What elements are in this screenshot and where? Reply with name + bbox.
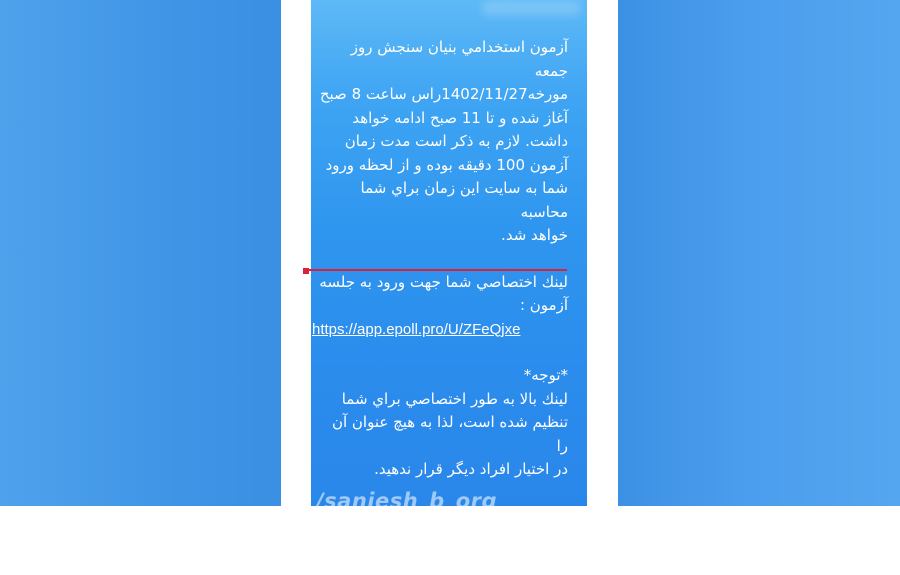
signature-text: واحد استخدام موسسه بنيان سنجش ايرانيان لغو11 (318, 505, 568, 575)
watermark-text: /sanjesh_b_org (316, 489, 497, 513)
exam-link[interactable]: https://app.epoll.pro/U/ZFeQjxe (312, 318, 568, 342)
spacer (318, 248, 568, 271)
annotation-red-underline (305, 269, 567, 271)
note-title: *توجه* (318, 364, 568, 388)
bubble-header-blur (481, 0, 581, 16)
spacer (318, 341, 568, 364)
exam-info-paragraph: آزمون استخدامي بنيان سنجش روز جمعه مورخه1402/11/27راس ساعت 8 صبح آغاز شده و تا 11 صبح ادامه خواهد داشت. لازم به ذکر است مدت زمان آزمون 100 دقيقه بوده و از لحظه ورود شما به سايت اين زمان براي شما محاسبه خواهد شد. (318, 36, 568, 248)
annotation-red-marker (303, 268, 309, 274)
note-body: لينك بالا به طور اختصاصي براي شما تنظيم شده است، لذا به هيچ عنوان آن را در اختيار افراد ديگر قرار ندهيد. (318, 388, 568, 482)
link-intro-text: لينك اختصاصي شما جهت ورود به جلسه آزمون : (318, 271, 568, 318)
camera-icon (289, 490, 309, 506)
